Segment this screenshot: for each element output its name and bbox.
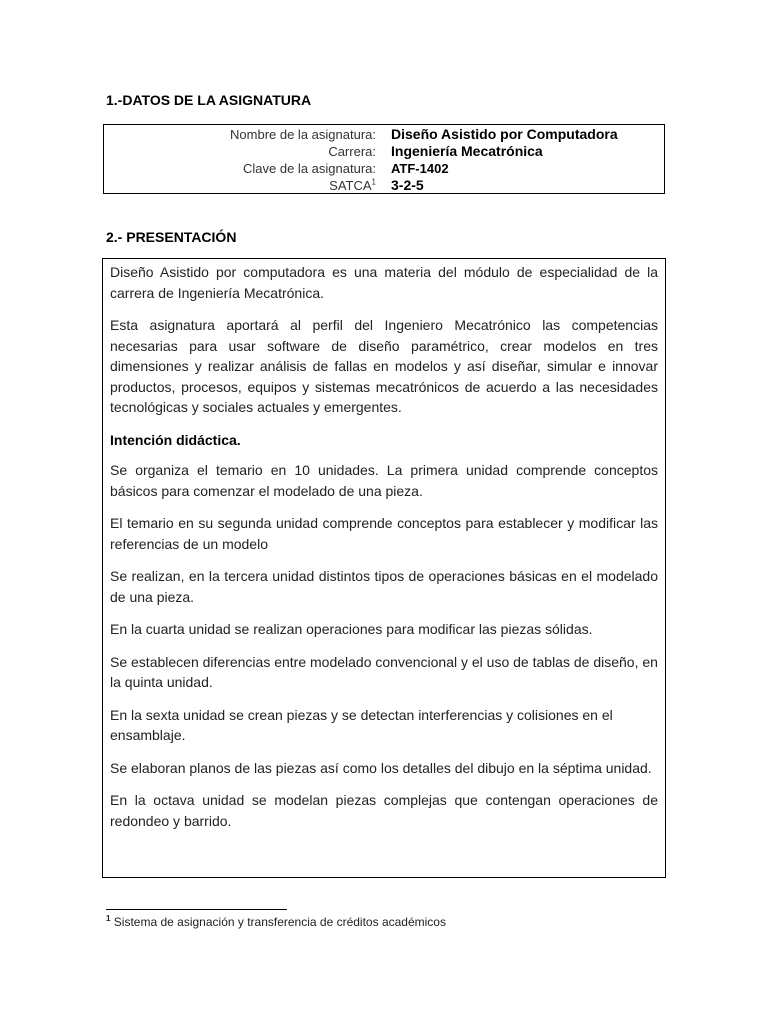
footnote-text: Sistema de asignación y transferencia de créditos académicos (113, 915, 446, 929)
datos-row-nombre (104, 126, 664, 143)
datos-value: ATF-1402 (391, 161, 449, 176)
section-1-heading: 1.-DATOS DE LA ASIGNATURA (106, 92, 312, 108)
footnote (106, 915, 446, 929)
didactic-paragraph: En la cuarta unidad se realizan operaciones para modificar las piezas sólidas. (110, 621, 593, 637)
presentation-paragraph: Esta asignatura aportará al perfil del Ingeniero Mecatrónico las competencias necesarias para usar software de diseño paramétrico, crear modelos en tres dimensiones y realizar análisis de fallas en modelos y así diseñar, simular e innovar productos, procesos, equipos y sistemas mecatrónicos de acuerdo a las necesidades tecnológicas y sociales actuales y emergentes. (110, 317, 658, 415)
datos-label: Nombre de la asignatura: (230, 127, 376, 142)
didactic-subheading: Intención didáctica. (110, 431, 241, 448)
datos-row-satca (104, 177, 664, 194)
datos-row-clave (104, 160, 664, 177)
didactic-paragraph: En la octava unidad se modelan piezas complejas que contengan operaciones de redondeo y barrido. (110, 792, 658, 829)
didactic-paragraph: El temario en su segunda unidad comprende conceptos para establecer y modificar las referencias de un modelo (110, 515, 658, 552)
datos-value: 3-2-5 (391, 177, 424, 193)
satca-label-text: SATCA (329, 178, 372, 193)
footnote-mark: 1 (371, 177, 376, 187)
datos-row-carrera (104, 143, 664, 160)
datos-label-satca (329, 177, 376, 194)
footnote-number: 1 (106, 914, 111, 923)
datos-value: Diseño Asistido por Computadora (391, 126, 618, 142)
presentation-paragraph: Diseño Asistido por computadora es una materia del módulo de especialidad de la carrera de Ingeniería Mecatrónica. (110, 264, 658, 301)
didactic-paragraph: En la sexta unidad se crean piezas y se detectan interferencias y colisiones en el ensamblaje. (110, 706, 613, 743)
datos-value: Ingeniería Mecatrónica (391, 143, 543, 159)
section-2-heading: 2.- PRESENTACIÓN (106, 229, 237, 245)
didactic-paragraph: Se realizan, en la tercera unidad distintos tipos de operaciones básicas en el modelado de una pieza. (110, 568, 658, 605)
didactic-paragraph: Se elaboran planos de las piezas así como los detalles del dibujo en la séptima unidad. (110, 759, 652, 776)
footnote-separator (106, 909, 287, 910)
datos-label: Carrera: (328, 144, 376, 159)
presentation-box (102, 258, 666, 878)
didactic-paragraph: Se establecen diferencias entre modelado convencional y el uso de tablas de diseño, en la quinta unidad. (110, 653, 658, 690)
datos-table (103, 124, 665, 194)
didactic-paragraph: Se organiza el temario en 10 unidades. La primera unidad comprende conceptos básicos para comenzar el modelado de una pieza. (110, 462, 658, 499)
datos-label: Clave de la asignatura: (243, 161, 376, 176)
